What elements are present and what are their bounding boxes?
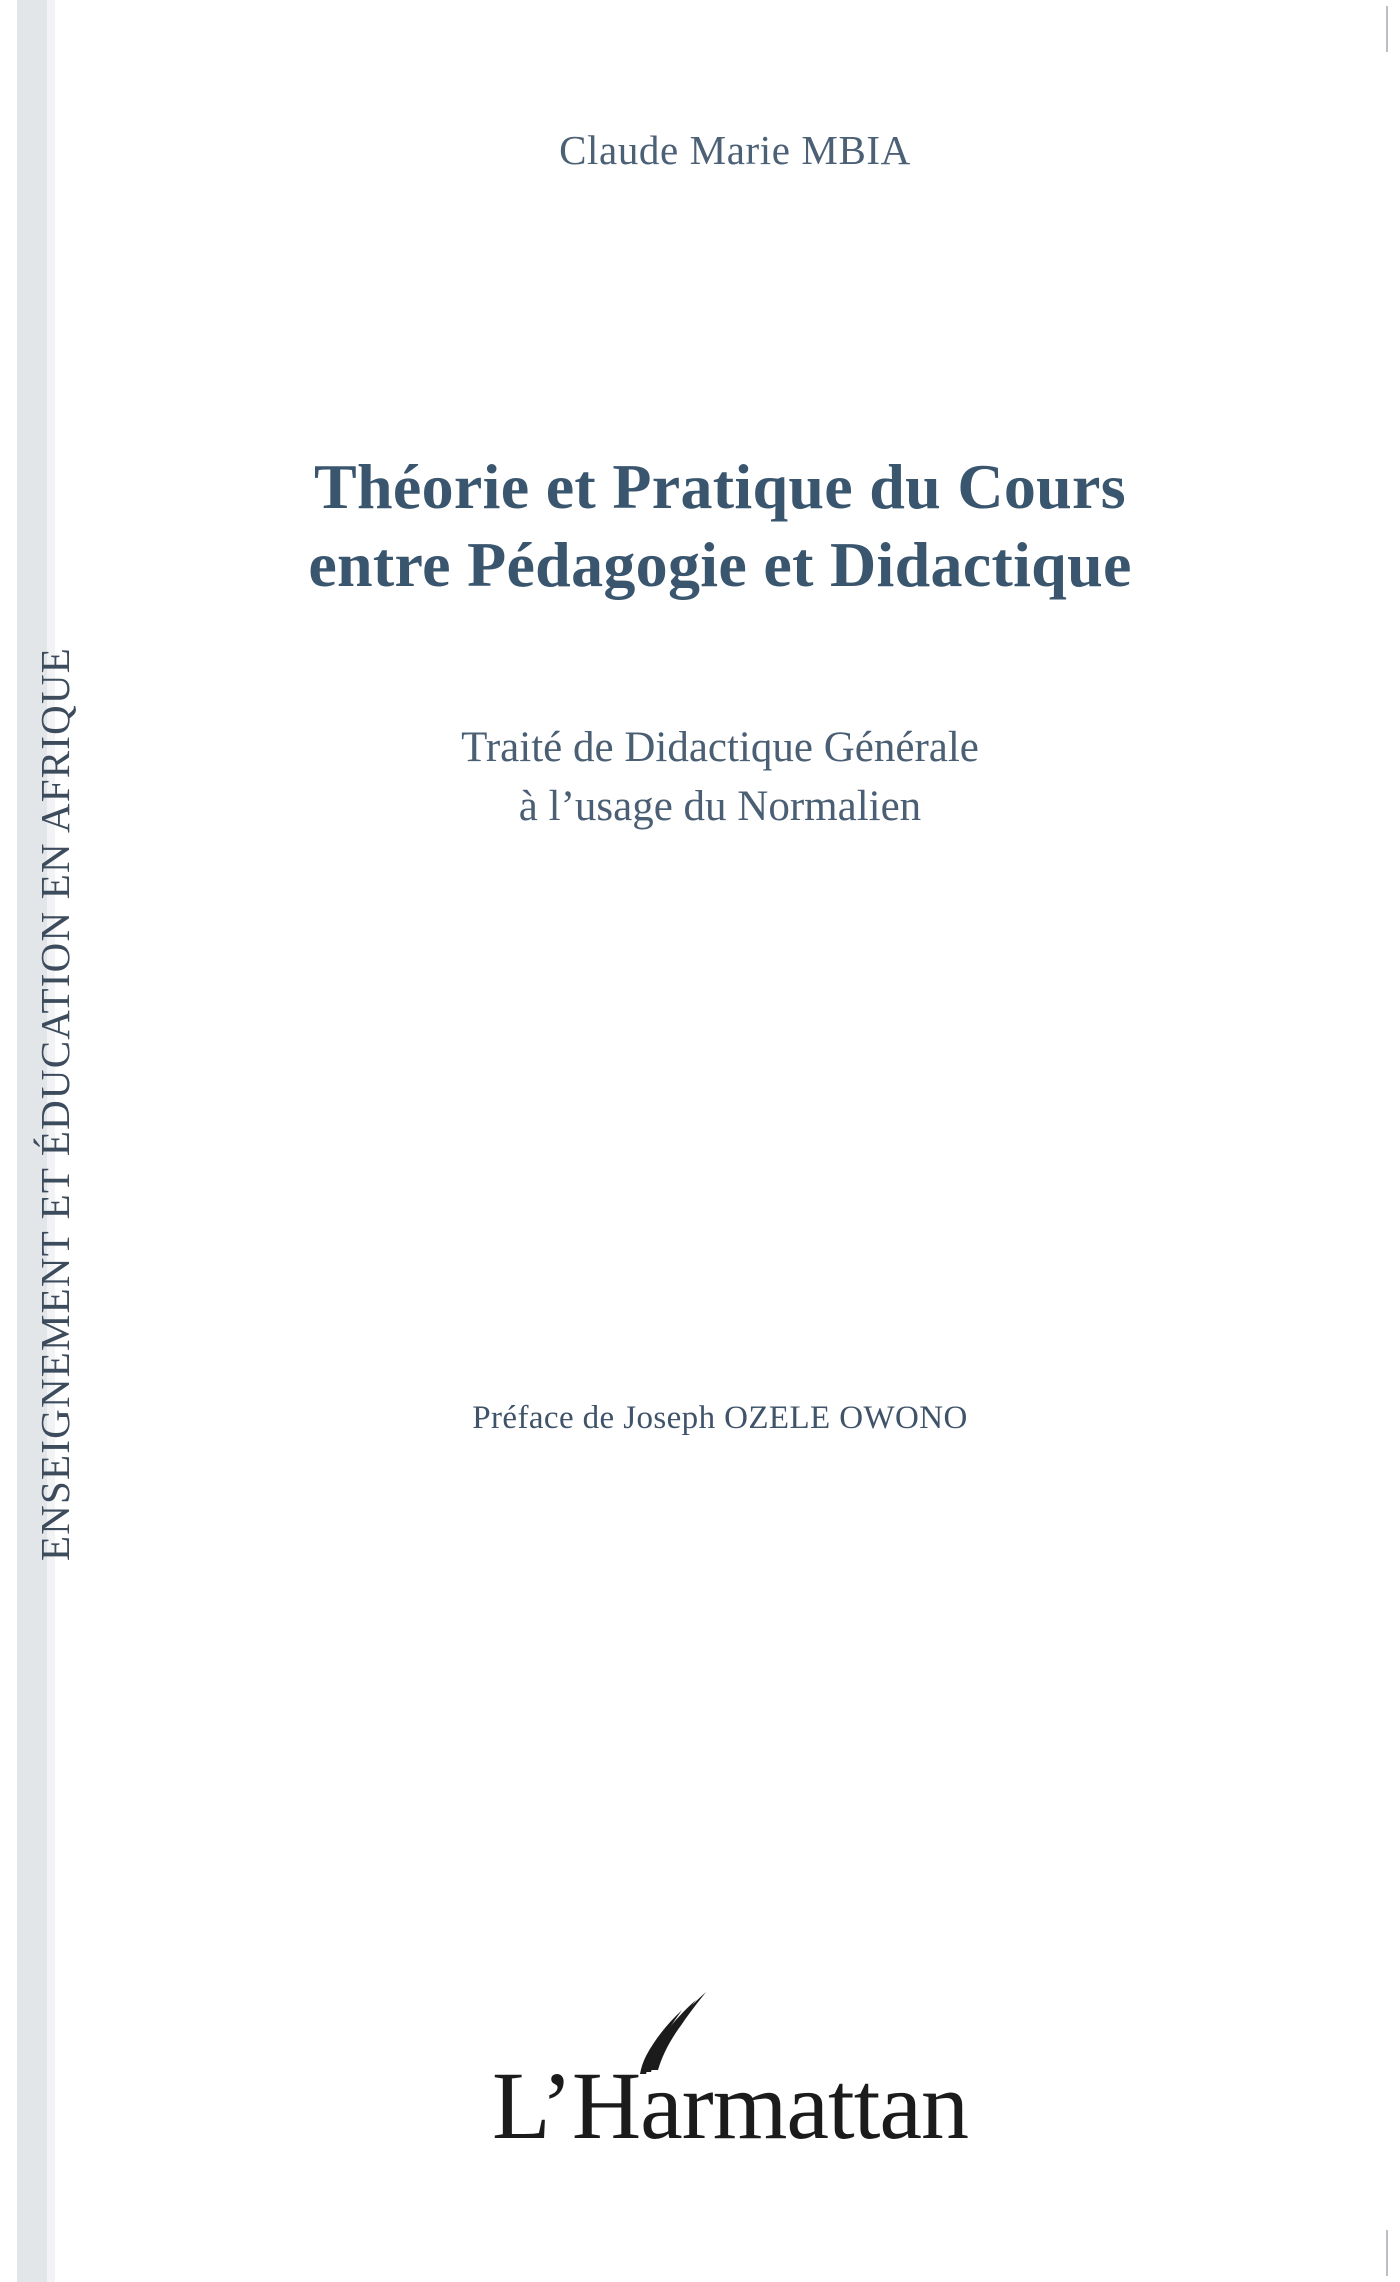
crop-mark-bottom	[1386, 2230, 1388, 2276]
feather-icon	[610, 1990, 730, 2080]
publisher-logo	[0, 1974, 1400, 2159]
publisher-logo-wrap	[492, 2052, 968, 2159]
book-subtitle-line-2: à l’usage du Normalien	[518, 783, 922, 831]
book-title-line-2: entre Pédagogie et Didactique	[308, 529, 1132, 601]
publisher-name: L’Harmattan	[492, 2052, 968, 2159]
author-name: Claude Marie MBIA	[559, 127, 911, 173]
preface-credit: Préface de Joseph OZELE OWONO	[472, 1400, 968, 1436]
book-title	[100, 448, 1340, 604]
book-title-line-1: Théorie et Pratique du Cours	[314, 451, 1126, 522]
series-title: ENSEIGNEMENT ET ÉDUCATION EN AFRIQUE	[32, 646, 78, 1562]
book-subtitle	[100, 718, 1340, 837]
book-subtitle-line-1: Traité de Didactique Générale	[461, 724, 979, 771]
crop-mark-top	[1386, 6, 1388, 52]
